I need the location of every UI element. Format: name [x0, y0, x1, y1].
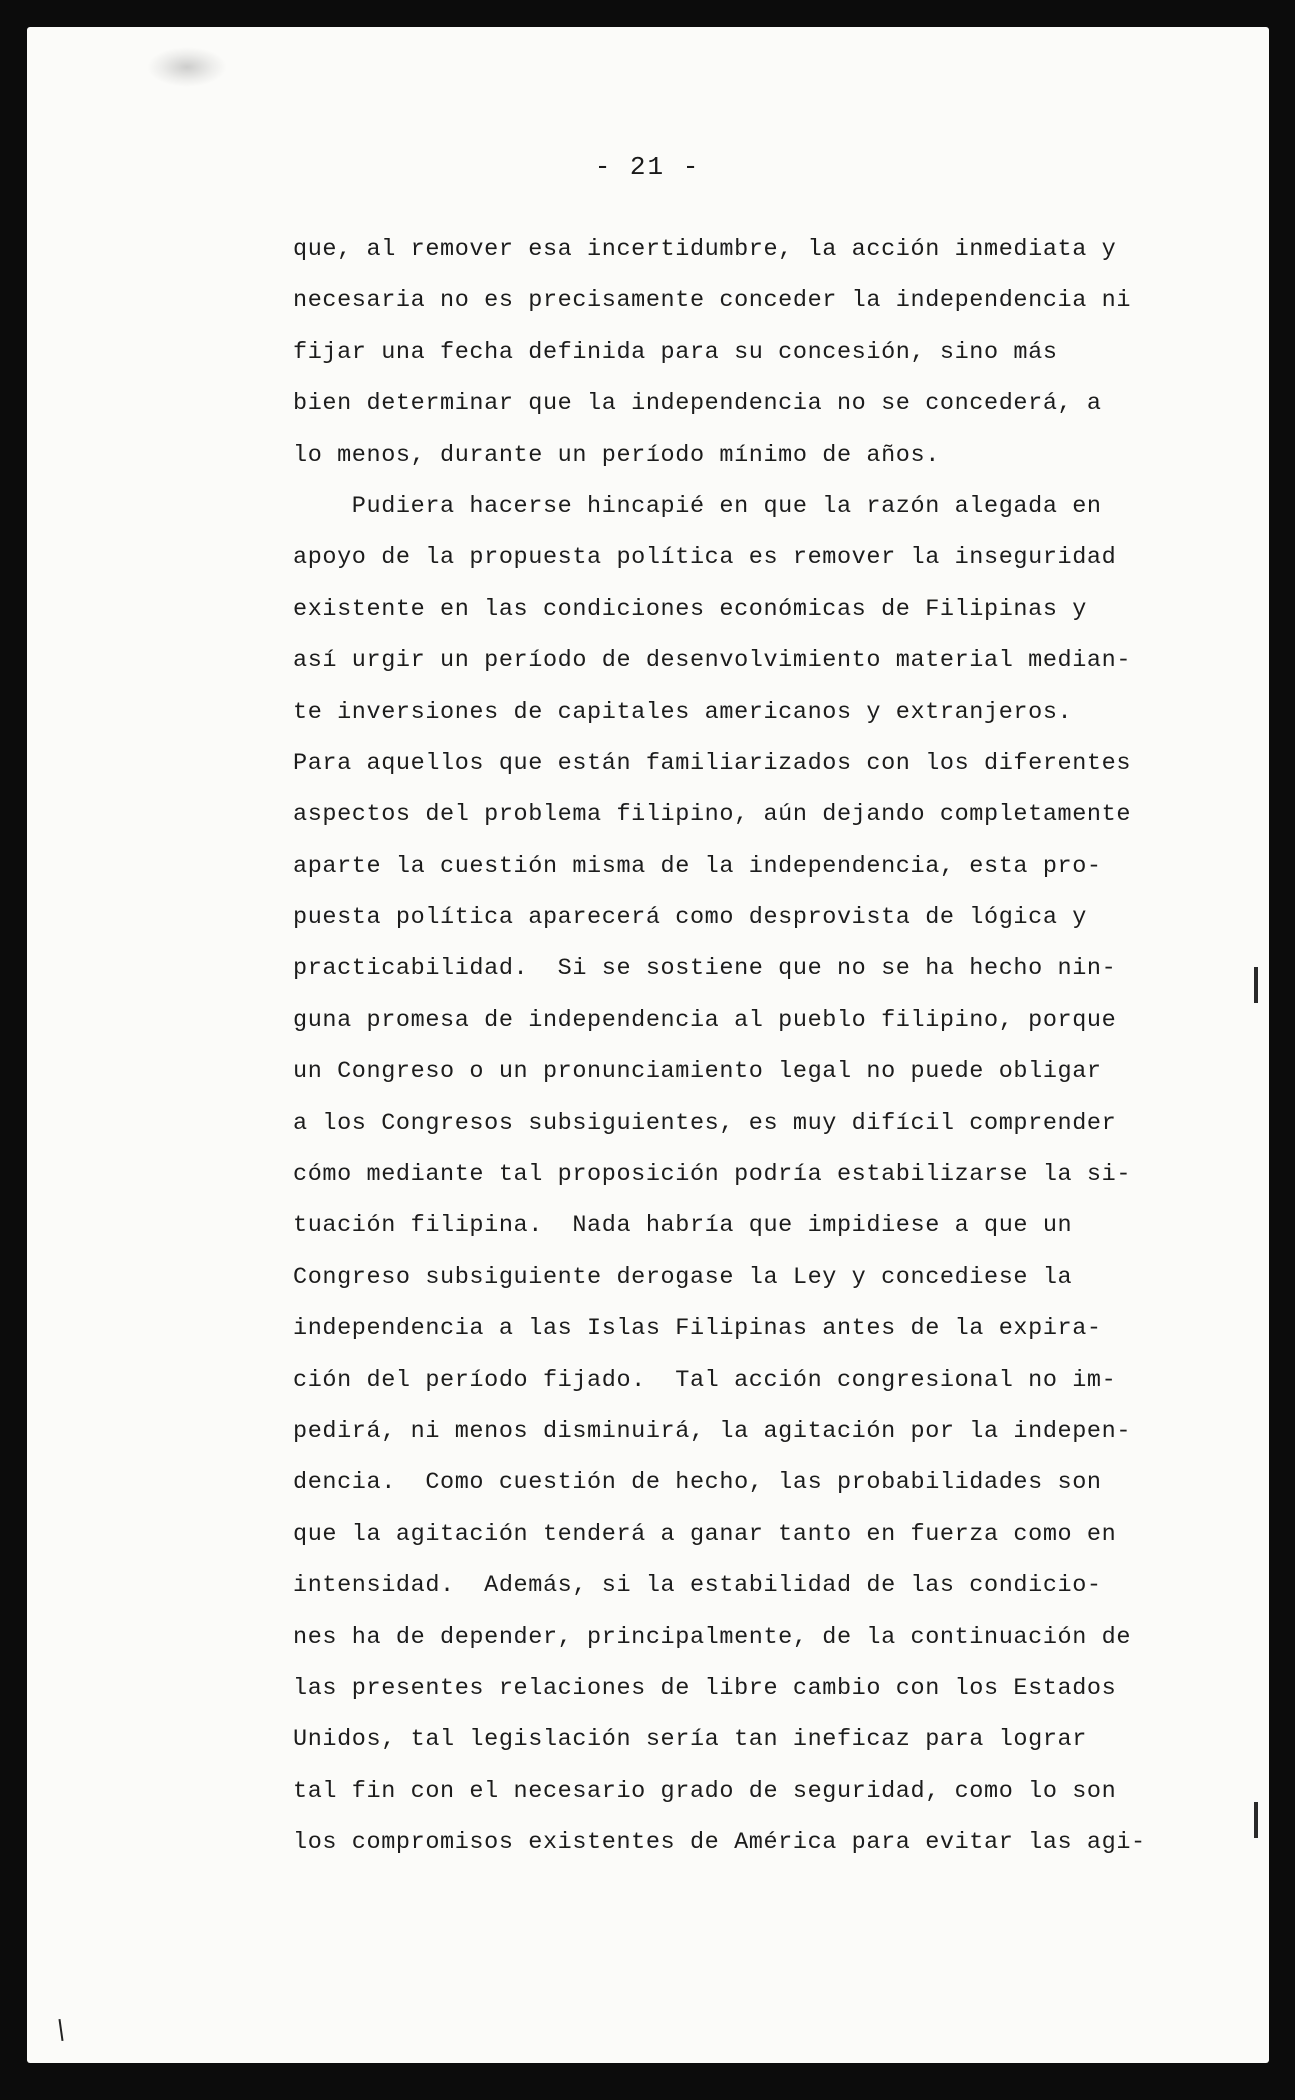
text-line: lo menos, durante un período mínimo de años.	[293, 441, 940, 469]
text-line: los compromisos existentes de América para evitar las agi-	[293, 1829, 1146, 1857]
text-line: intensidad. Además, si la estabilidad de las condicio-	[293, 1572, 1102, 1600]
text-line: pedirá, ni menos disminuirá, la agitación por la indepen-	[293, 1417, 1132, 1445]
text-line: Pudiera hacerse hincapié en que la razón alegada en	[293, 492, 1102, 520]
text-line: nes ha de depender, principalmente, de la continuación de	[293, 1623, 1132, 1651]
edge-mark	[1254, 1802, 1258, 1838]
text-line: te inversiones de capitales americanos y extranjeros.	[293, 698, 1073, 726]
text-line: que, al remover esa incertidumbre, la acción inmediata y	[293, 236, 1117, 263]
text-line: tuación filipina. Nada habría que impidiese a que un	[293, 1212, 1073, 1240]
text-line: un Congreso o un pronunciamiento legal no puede obligar	[293, 1058, 1102, 1086]
text-line: guna promesa de independencia al pueblo filipino, porque	[293, 1006, 1117, 1034]
text-line: Para aquellos que están familiarizados con los diferentes	[293, 749, 1132, 777]
text-line: Unidos, tal legislación sería tan ineficaz para lograr	[293, 1726, 1087, 1754]
text-line: cómo mediante tal proposición podría estabilizarse la si-	[293, 1161, 1132, 1189]
text-line: bien determinar que la independencia no se concederá, a	[293, 390, 1102, 418]
text-line: aspectos del problema filipino, aún dejando completamente	[293, 801, 1132, 829]
text-line: Congreso subsiguiente derogase la Ley y concediese la	[293, 1263, 1073, 1291]
text-line: que la agitación tenderá a ganar tanto en fuerza como en	[293, 1520, 1117, 1548]
text-line: puesta política aparecerá como desprovista de lógica y	[293, 904, 1087, 932]
text-line: practicabilidad. Si se sostiene que no se ha hecho nin-	[293, 955, 1117, 983]
text-line: ción del período fijado. Tal acción congresional no im-	[293, 1366, 1117, 1394]
text-line: dencia. Como cuestión de hecho, las probabilidades son	[293, 1469, 1102, 1497]
margin-mark	[58, 2019, 63, 2041]
text-line: existente en las condiciones económicas de Filipinas y	[293, 595, 1087, 623]
page-number: - 21 -	[594, 152, 701, 182]
text-line: las presentes relaciones de libre cambio con los Estados	[293, 1674, 1117, 1702]
text-line: aparte la cuestión misma de la independencia, esta pro-	[293, 852, 1102, 880]
text-line: necesaria no es precisamente conceder la independencia ni	[293, 287, 1132, 315]
text-line: tal fin con el necesario grado de seguridad, como lo son	[293, 1777, 1117, 1805]
text-line: a los Congresos subsiguientes, es muy difícil comprender	[293, 1109, 1117, 1137]
edge-mark	[1254, 967, 1258, 1003]
text-line: apoyo de la propuesta política es remover la inseguridad	[293, 544, 1117, 572]
text-line: fijar una fecha definida para su concesión, sino más	[293, 338, 1058, 366]
body-text	[293, 224, 1193, 1869]
ink-smudge	[147, 47, 227, 87]
text-line: así urgir un período de desenvolvimiento material median-	[293, 647, 1132, 675]
text-line: independencia a las Islas Filipinas antes de la expira-	[293, 1315, 1102, 1343]
